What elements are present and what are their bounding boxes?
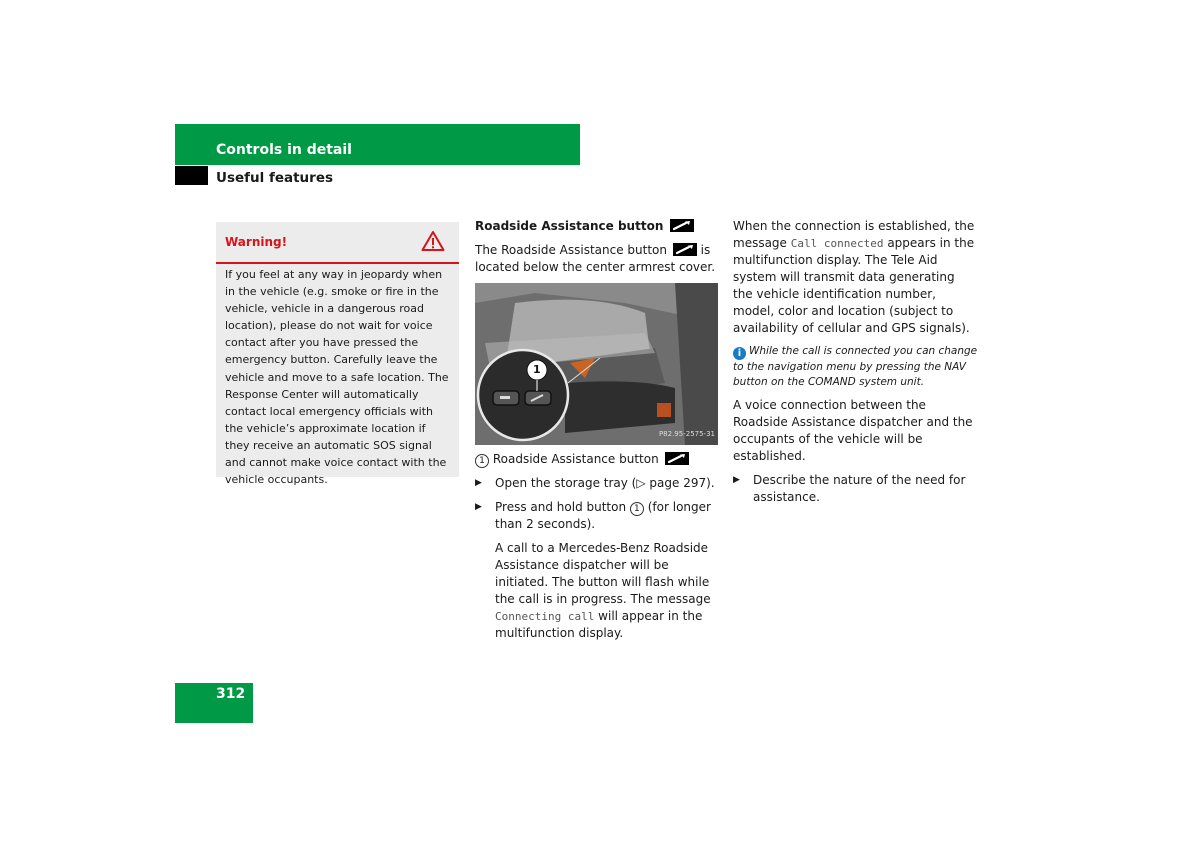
step-describe-text: Describe the nature of the need for assistance.: [753, 473, 966, 504]
connection-paragraph: [733, 218, 978, 337]
armrest-photo: [475, 283, 718, 445]
step-open-tray-text: Open the storage tray (▷ page 297).: [495, 476, 715, 490]
photo-callout-1: 1: [533, 363, 541, 376]
arrow-right-icon: ▶: [733, 475, 740, 485]
photo-caption: [475, 451, 720, 468]
roadside-wrench-icon: [670, 219, 694, 232]
step-press-text-post: (for longer than 2 seconds).: [495, 500, 711, 531]
roadside-wrench-icon: [665, 452, 689, 465]
roadside-heading: [475, 218, 720, 235]
warning-box: [216, 222, 459, 487]
step-button-number: 1: [630, 502, 644, 516]
intro-text-pre: The Roadside Assistance button: [475, 243, 667, 257]
voice-connection-paragraph: A voice connection between the Roadside Assistance dispatcher and the occupants of the vehicle will be established.: [733, 398, 973, 463]
result-display-message: Connecting call: [495, 610, 595, 623]
section-title: Controls in detail: [216, 142, 352, 158]
roadside-wrench-icon: [673, 243, 697, 256]
column-middle: [475, 218, 720, 649]
caption-number: 1: [475, 454, 489, 468]
result-text-post: will appear in the multifunction display.: [495, 609, 703, 640]
arrow-right-icon: ▶: [475, 478, 482, 488]
info-icon: i: [733, 347, 746, 360]
info-note: [733, 344, 978, 390]
step-press-text-pre: Press and hold button: [495, 500, 627, 514]
step-result: [475, 540, 720, 642]
connection-text-post: appears in the multifunction display. The Tele Aid system will transmit data generating the vehicle identification number, model, color and location (subject to availability of cellular and GPS signals).: [733, 236, 975, 335]
connection-text-pre: When the connection is established, the message: [733, 219, 975, 250]
result-text-pre: A call to a Mercedes-Benz Roadside Assistance dispatcher will be initiated. The button will flash while the call is in progress. The message: [495, 541, 711, 606]
photo-code: P82.95-2575-31: [658, 430, 715, 438]
subsection-title: Useful features: [216, 170, 334, 186]
roadside-intro: [475, 242, 720, 276]
step-describe: [733, 472, 978, 506]
caption-text: Roadside Assistance button: [492, 452, 659, 466]
step-press-button: [475, 499, 720, 533]
warning-triangle-icon: [421, 230, 445, 257]
warning-title: Warning!: [225, 235, 288, 249]
roadside-heading-text: Roadside Assistance button: [475, 219, 664, 233]
subheader-marker: [175, 166, 208, 185]
arrow-right-icon: ▶: [475, 502, 482, 512]
connection-display-message: Call connected: [790, 237, 884, 250]
page-number-box: [175, 683, 253, 723]
warning-text: If you feel at any way in jeopardy when in the vehicle (e.g. smoke or fire in the vehicle, vehicle in a dangerous road location), please do not wait for voice contact after you have pressed the emergency button. Carefully leave the vehicle and move to a safe location. The Response Center will automatically contact local emergency officials with the vehicle’s approximate location if they receive an automatic SOS signal and cannot make voice contact with the vehicle occupants.: [225, 268, 449, 487]
step-open-tray: [475, 475, 720, 492]
intro-text-post: is located below the center armrest cover.: [475, 243, 716, 274]
column-right: [733, 218, 978, 513]
warning-header: [216, 222, 459, 264]
info-note-text: While the call is connected you can change to the navigation menu by pressing the NAV button on the COMAND system unit.: [733, 345, 978, 388]
page-number: 312: [216, 686, 246, 702]
